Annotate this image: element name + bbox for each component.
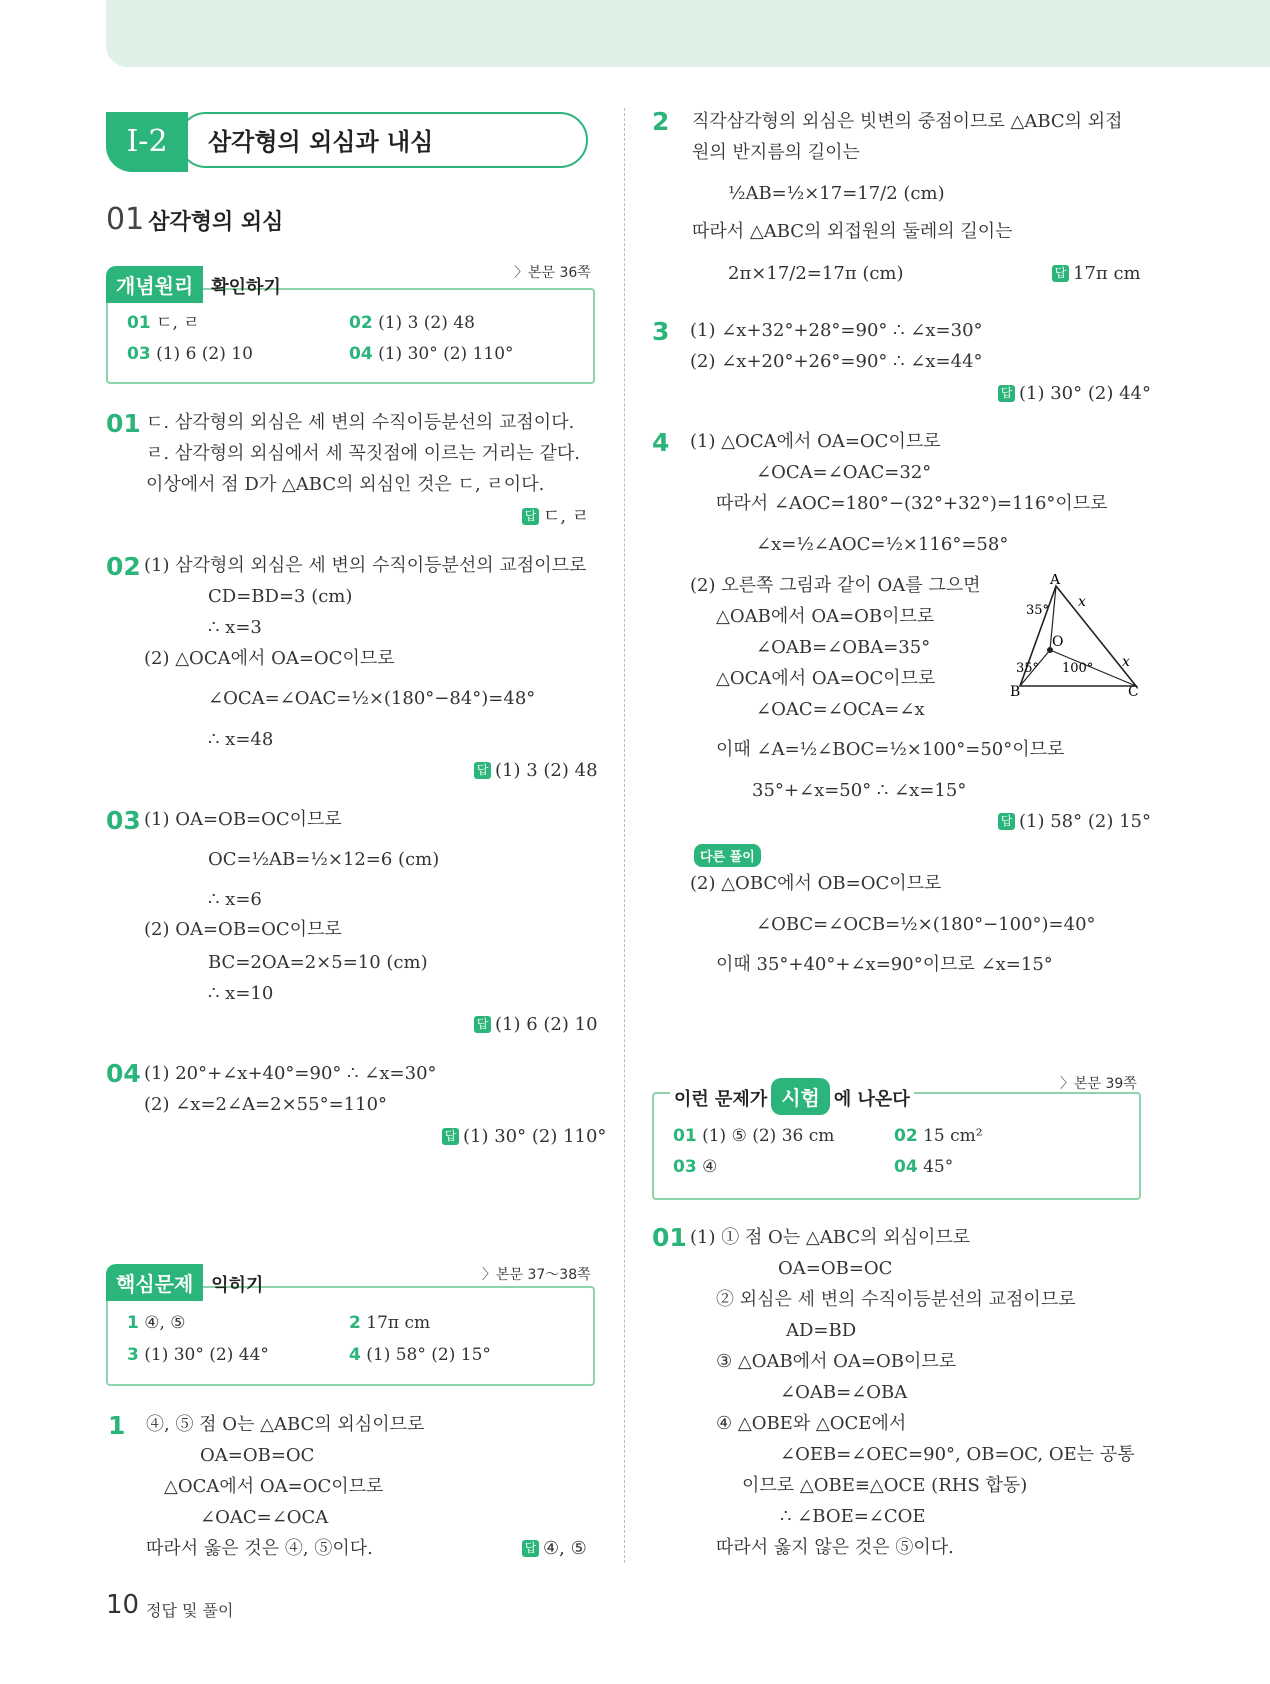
box2-item-4: 4 (1) 58° (2) 15° [349,1345,491,1365]
q01-line-1: ㄷ. 삼각형의 외심은 세 변의 수직이등분선의 교점이다. [146,412,575,433]
answer-icon: 답 [474,1016,491,1033]
q02-number: 02 [106,552,141,581]
q03-number: 03 [106,806,141,835]
triangle-figure [1010,574,1150,700]
q2-line-2: 원의 반지름의 길이는 [692,142,860,163]
q03-line-6: ∴ x=10 [208,983,274,1004]
q4-answer: 답 (1) 58° (2) 15° [998,811,1151,833]
q4-line-1: (1) △OCA에서 OA=OC이므로 [690,431,941,452]
section-label: 삼각형의 외심 [148,210,284,235]
r01-line-6: ∠OAB=∠OBA [780,1382,908,1403]
q02-line-2: CD=BD=3 (cm) [208,586,353,607]
box3-item-3: 03 ④ [673,1157,718,1177]
r01-line-4: AD=BD [786,1320,857,1341]
concept-tag-white: 확인하기 [211,277,281,298]
answer-icon: 답 [522,1540,539,1557]
page-number: 10 [106,1590,140,1620]
q02-line-3: ∴ x=3 [208,617,262,638]
q04-number: 04 [106,1059,141,1088]
q4-line-3: 따라서 ∠AOC=180°−(32°+32°)=116°이므로 [716,493,1108,514]
q4-line-2: ∠OCA=∠OAC=32° [756,462,932,483]
q03-line-4: (2) OA=OB=OC이므로 [144,919,342,940]
q01-number: 01 [106,409,141,438]
r01-line-8: ∠OEB=∠OEC=90°, OB=OC, OE는 공통 [780,1444,1135,1465]
box1-item-2: 02 (1) 3 (2) 48 [349,313,475,333]
q4-line-6: △OAB에서 OA=OB이므로 [716,606,935,627]
exam-tag-green: 시험 [771,1078,830,1115]
label-angle-a35: 35° [1026,603,1050,618]
q3-number: 3 [652,317,670,346]
chapter-tab: Ⅰ-2 [106,112,188,172]
box1-item-4: 04 (1) 30° (2) 110° [349,344,514,364]
label-x-top: x [1078,594,1086,610]
concept-tag [106,266,281,303]
answer-icon: 답 [998,813,1015,830]
q4-line-5: (2) 오른쪽 그림과 같이 OA를 그으면 [690,575,981,596]
q03-line-3: ∴ x=6 [208,889,262,910]
alt-line-3: 이때 35°+40°+∠x=90°이므로 ∠x=15° [716,954,1053,975]
footer-text: 정답 및 풀이 [146,1601,234,1620]
core-tag-green: 핵심문제 [106,1264,203,1301]
r01-line-11: 따라서 옳지 않은 것은 ⑤이다. [716,1537,954,1558]
q04-line-1: (1) 20°+∠x+40°=90° ∴ ∠x=30° [144,1063,437,1084]
column-divider [624,108,625,1563]
section-number: 01 [106,202,145,237]
q1-line-2: OA=OB=OC [200,1445,315,1466]
q04-answer: 답 (1) 30° (2) 110° [442,1126,606,1148]
label-angle-b35: 35° [1016,661,1040,676]
box3-item-4: 04 45° [894,1157,954,1177]
box2-item-1: 1 ④, ⑤ [127,1313,186,1333]
box2-item-3: 3 (1) 30° (2) 44° [127,1345,269,1365]
answer-icon: 답 [474,762,491,779]
label-b: B [1010,684,1021,700]
chapter-title: 삼각형의 외심과 내심 [178,112,588,168]
alt-line-2: ∠OBC=∠OCB=½×(180°−100°)=40° [756,914,1096,935]
q3-line-1: (1) ∠x+32°+28°=90° ∴ ∠x=30° [690,320,983,341]
q2-line-4: 따라서 △ABC의 외접원의 둘레의 길이는 [692,221,1013,242]
q03-line-5: BC=2OA=2×5=10 (cm) [208,952,428,973]
q2-line-1: 직각삼각형의 외심은 빗변의 중점이므로 △ABC의 외접 [692,111,1123,132]
alt-solution-tag: 다른 풀이 [694,844,761,867]
answer-icon: 답 [442,1128,459,1145]
q03-answer: 답 (1) 6 (2) 10 [474,1014,598,1036]
q2-answer: 답 17π cm [1052,263,1141,285]
q2-line-5: 2π×17/2=17π (cm) [728,263,904,284]
label-a: A [1050,574,1061,588]
r01-line-1: (1) ① 점 O는 △ABC의 외심이므로 [690,1227,971,1248]
r01-number: 01 [652,1223,687,1252]
q01-line-3: 이상에서 점 D가 △ABC의 외심인 것은 ㄷ, ㄹ이다. [146,474,545,495]
q4-line-10: 이때 ∠A=½∠BOC=½×100°=50°이므로 [716,739,1065,760]
r01-line-5: ③ △OAB에서 OA=OB이므로 [716,1351,957,1372]
core-tag [106,1264,263,1301]
q1-answer: 답 ④, ⑤ [522,1538,587,1560]
q4-line-4: ∠x=½∠AOC=½×116°=58° [756,534,1009,555]
exam-tag [670,1078,914,1115]
label-angle-100: 100° [1062,661,1094,676]
q4-line-11: 35°+∠x=50° ∴ ∠x=15° [752,780,967,801]
q4-line-7: ∠OAB=∠OBA=35° [756,637,931,658]
core-tag-white: 익히기 [211,1275,264,1296]
section-title [106,202,283,237]
core-ref: 〉본문 37～38쪽 [482,1267,591,1283]
box3-item-1: 01 (1) ⑤ (2) 36 cm [673,1126,835,1146]
label-o: O [1052,634,1064,650]
q02-line-4: (2) △OCA에서 OA=OC이므로 [144,648,395,669]
chapter-header [106,112,592,170]
box1-item-1: 01 ㄷ, ㄹ [127,313,200,333]
box1-item-3: 03 (1) 6 (2) 10 [127,344,253,364]
r01-line-2: OA=OB=OC [778,1258,893,1279]
q1-line-4: ∠OAC=∠OCA [200,1507,329,1528]
q2-line-3: ½AB=½×17=17/2 (cm) [728,183,945,204]
answer-icon: 답 [998,385,1015,402]
q3-line-2: (2) ∠x+20°+26°=90° ∴ ∠x=44° [690,351,983,372]
answer-icon: 답 [1052,265,1069,282]
box2-item-2: 2 17π cm [349,1313,431,1333]
q1-line-1: ④, ⑤ 점 O는 △ABC의 외심이므로 [146,1414,425,1435]
q1-number: 1 [108,1411,126,1440]
label-c: C [1128,684,1139,700]
q4-number: 4 [652,428,670,457]
core-box [106,1286,595,1386]
exam-tag-post: 에 나온다 [830,1085,914,1111]
q01-line-2: ㄹ. 삼각형의 외심에서 세 꼭짓점에 이르는 거리는 같다. [146,443,581,464]
alt-line-1: (2) △OBC에서 OB=OC이므로 [690,873,942,894]
q03-line-1: (1) OA=OB=OC이므로 [144,809,342,830]
q3-answer: 답 (1) 30° (2) 44° [998,383,1151,405]
q4-line-8: △OCA에서 OA=OC이므로 [716,668,936,689]
r01-line-3: ② 외심은 세 변의 수직이등분선의 교점이므로 [716,1289,1076,1310]
q4-line-9: ∠OAC=∠OCA=∠x [756,699,925,720]
q03-line-2: OC=½AB=½×12=6 (cm) [208,849,440,870]
exam-ref: 〉본문 39쪽 [1060,1076,1137,1092]
r01-line-7: ④ △OBE와 △OCE에서 [716,1413,907,1434]
q02-answer: 답 (1) 3 (2) 48 [474,760,598,782]
r01-line-10: ∴ ∠BOE=∠COE [780,1506,926,1527]
r01-line-9: 이므로 △OBE≡△OCE (RHS 합동) [742,1475,1028,1496]
q01-answer: 답 ㄷ, ㄹ [522,506,589,528]
concept-ref: 〉본문 36쪽 [514,265,591,281]
q2-number: 2 [652,107,670,136]
concept-tag-green: 개념원리 [106,266,203,303]
answer-icon: 답 [522,508,539,525]
q04-line-2: (2) ∠x=2∠A=2×55°=110° [144,1094,388,1115]
q1-line-3: △OCA에서 OA=OC이므로 [164,1476,384,1497]
label-x-right: x [1122,654,1130,670]
q02-line-6: ∴ x=48 [208,729,274,750]
box3-item-2: 02 15 cm² [894,1126,983,1146]
q1-line-5: 따라서 옳은 것은 ④, ⑤이다. [146,1538,373,1559]
q02-line-1: (1) 삼각형의 외심은 세 변의 수직이등분선의 교점이므로 [144,555,587,576]
exam-tag-pre: 이런 문제가 [670,1085,771,1111]
top-band [106,0,1270,67]
q02-line-5: ∠OCA=∠OAC=½×(180°−84°)=48° [208,688,536,709]
